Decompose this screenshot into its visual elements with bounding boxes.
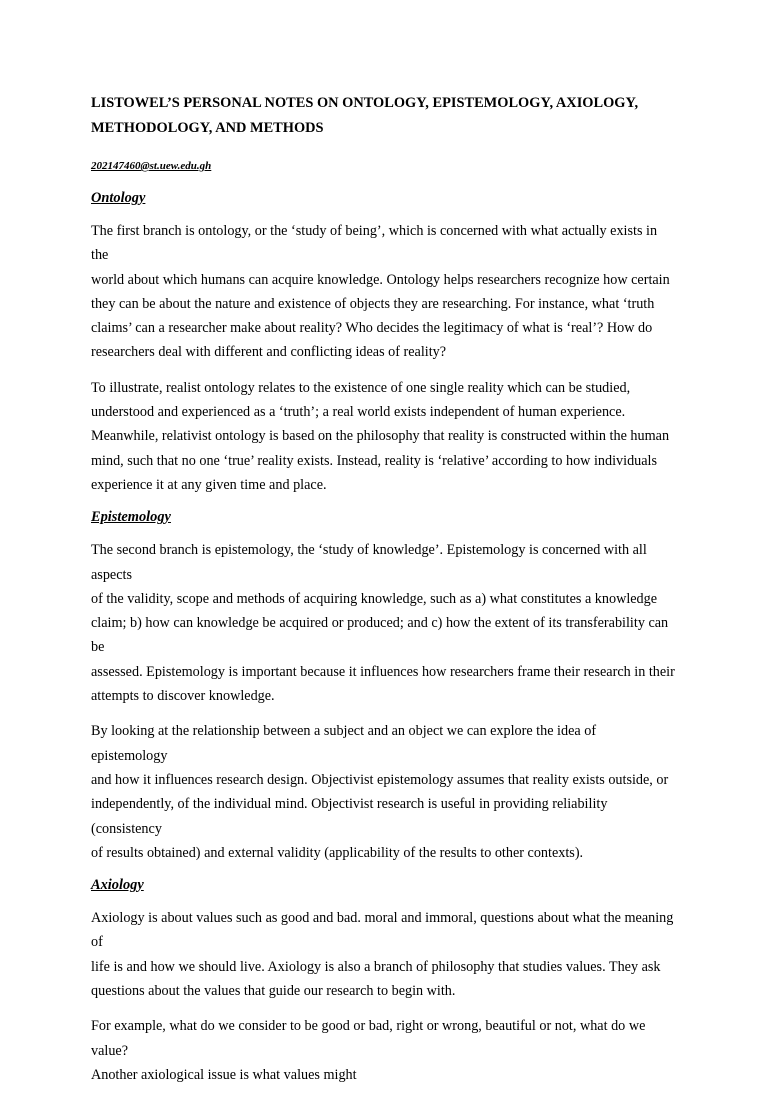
section-heading-axiology: Axiology [91, 877, 144, 894]
paragraph: The first branch is ontology, or the ‘study of being’, which is concerned with what actually exists in the world about which humans can acquire knowledge. Ontology helps researchers recognize how certain they can be about the nature and existence of objects they are researching. For instance, what ‘truth claims’ can a researcher make about reality? Who decides the legitimacy of what is ‘real’? How do researchers deal with different and conflicting ideas of reality? [91, 223, 670, 361]
paragraph: Axiology is about values such as good and bad. moral and immoral, questions about what the meaning of life is and how we should live. Axiology is also a branch of philosophy that studies values. They ask questions about the values that guide our research to begin with. [91, 910, 674, 1000]
document-title: LISTOWEL’S PERSONAL NOTES ON ONTOLOGY, EPISTEMOLOGY, AXIOLOGY, METHODOLOGY, AND METHODS [91, 95, 639, 136]
document-page [91, 91, 675, 1098]
paragraph: To illustrate, realist ontology relates to the existence of one single reality which can be studied, understood and experienced as a ‘truth’; a real world exists independent of human experience. Meanwhile, relativist ontology is based on the philosophy that reality is constructed within the human mind, such that no one ‘true’ reality exists. Instead, reality is ‘relative’ according to how individuals experience it at any given time and place. [91, 379, 670, 493]
section-heading-epistemology: Epistemology [91, 509, 171, 526]
section-heading-ontology: Ontology [91, 190, 146, 206]
paragraph: By looking at the relationship between a subject and an object we can explore the idea of epistemology and how it influences research design. Objectivist epistemology assumes that reality exists outside, or independently, of the individual mind. Objectivist research is useful in providing reliability (consistency of results obtained) and external validity (applicability of the results to other contexts). [91, 723, 669, 861]
section-ontology [91, 189, 675, 497]
paragraph: The second branch is epistemology, the ‘study of knowledge’. Epistemology is concerned with all aspects of the validity, scope and methods of acquiring knowledge, such as a) what constitutes a knowledge claim; b) how can knowledge be acquired or produced; and c) how the extent of its transferability can be assessed. Epistemology is important because it influences how researchers frame their research in their attempts to discover knowledge. [91, 542, 675, 705]
paragraph: For example, what do we consider to be good or bad, right or wrong, beautiful or not, what do we value? Another axiological issue is what values might [91, 1018, 646, 1083]
section-epistemology [91, 508, 675, 865]
author-email: 202147460@st.uew.edu.gh [91, 160, 212, 172]
section-axiology [91, 876, 675, 1087]
